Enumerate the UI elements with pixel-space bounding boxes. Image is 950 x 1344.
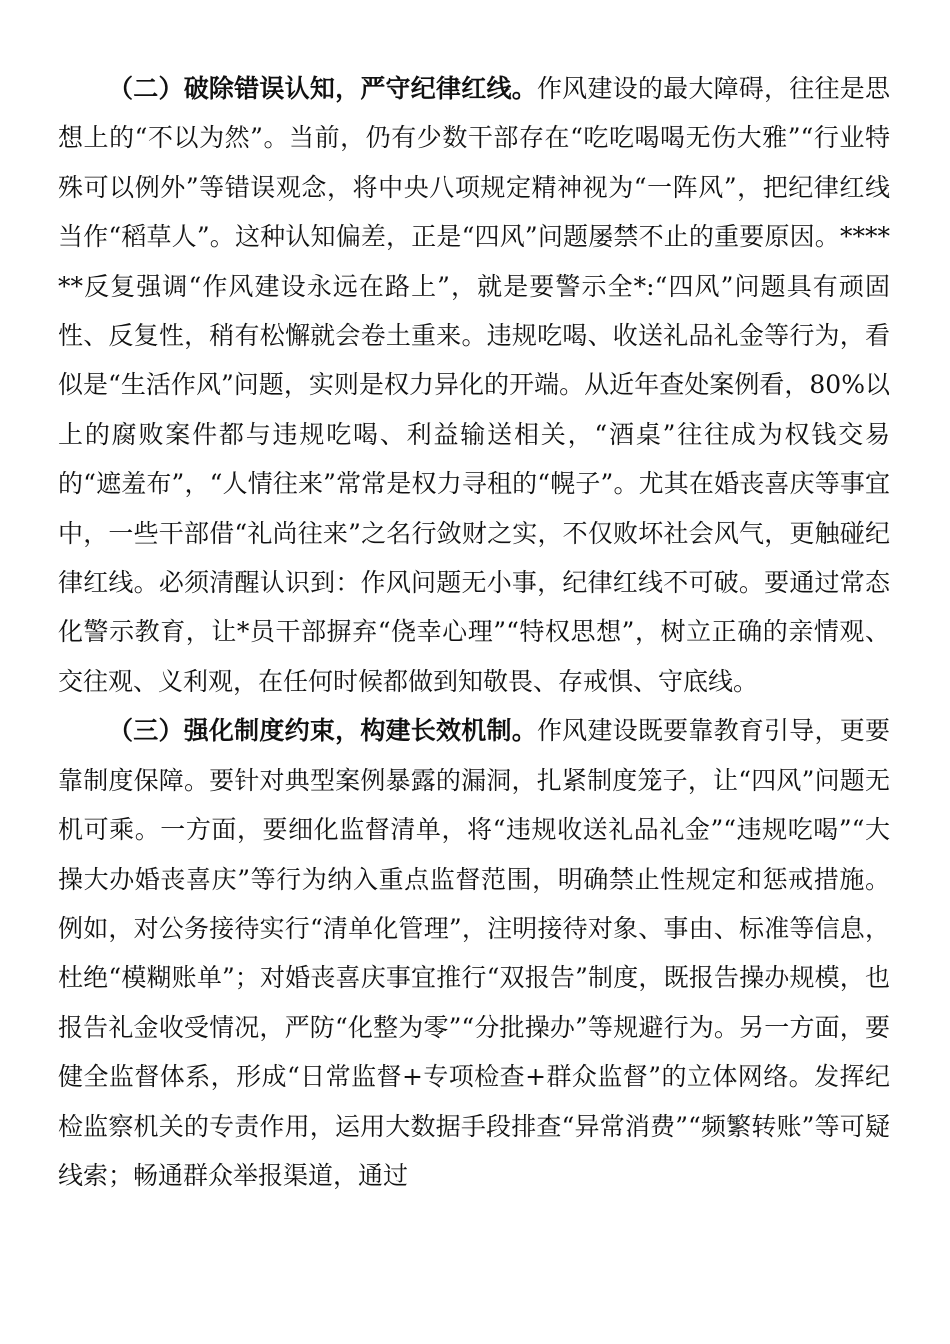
- section-2-text: 作风建设的最大障碍，往往是思想上的“不以为然”。当前，仍有少数干部存在“吃吃喝喝无伤大雅”“行业特殊可以例外”等错误观念，将中央八项规定精神视为“一阵风”，把纪律红线当作“稻草人”。这种认知偏差，正是“四风”问题屡禁不止的重要原因。******反复强调“作风建设永远在路上”，就是要警示全*:“四风”问题具有顽固性、反复性，稍有松懈就会卷土重来。违规吃喝、收送礼品礼金等行为，看似是“生活作风”问题，实则是权力异化的开端。从近年查处案例看，80%以上的腐败案件都与违规吃喝、利益输送相关，“酒桌”往往成为权钱交易的“遮羞布”，“人情往来”常常是权力寻租的“幌子”。尤其在婚丧喜庆等事宜中，一些干部借“礼尚往来”之名行敛财之实，不仅败坏社会风气，更触碰纪律红线。必须清醒认识到：作风问题无小事，纪律红线不可破。要通过常态化警示教育，让*员干部摒弃“侥幸心理”“特权思想”，树立正确的亲情观、交往观、义利观，在任何时候都做到知敬畏、存戒惧、守底线。: [58, 74, 890, 696]
- document-body: [58, 64, 890, 1200]
- paragraph-section-3: [58, 706, 890, 1200]
- section-2-heading: （二）破除错误认知，严守纪律红线。: [108, 74, 537, 103]
- section-3-text: 作风建设既要靠教育引导，更要靠制度保障。要针对典型案例暴露的漏洞，扎紧制度笼子，让“四风”问题无机可乘。一方面，要细化监督清单，将“违规收送礼品礼金”“违规吃喝”“大操大办婚丧喜庆”等行为纳入重点监督范围，明确禁止性规定和惩戒措施。例如，对公务接待实行“清单化管理”，注明接待对象、事由、标准等信息，杜绝“模糊账单”；对婚丧喜庆事宜推行“双报告”制度，既报告操办规模，也报告礼金收受情况，严防“化整为零”“分批操办”等规避行为。另一方面，要健全监督体系，形成“日常监督+专项检查+群众监督”的立体网络。发挥纪检监察机关的专责作用，运用大数据手段排查“异常消费”“频繁转账”等可疑线索；畅通群众举报渠道，通过: [58, 716, 890, 1190]
- section-3-heading: （三）强化制度约束，构建长效机制。: [108, 716, 537, 746]
- paragraph-section-2: [58, 64, 890, 706]
